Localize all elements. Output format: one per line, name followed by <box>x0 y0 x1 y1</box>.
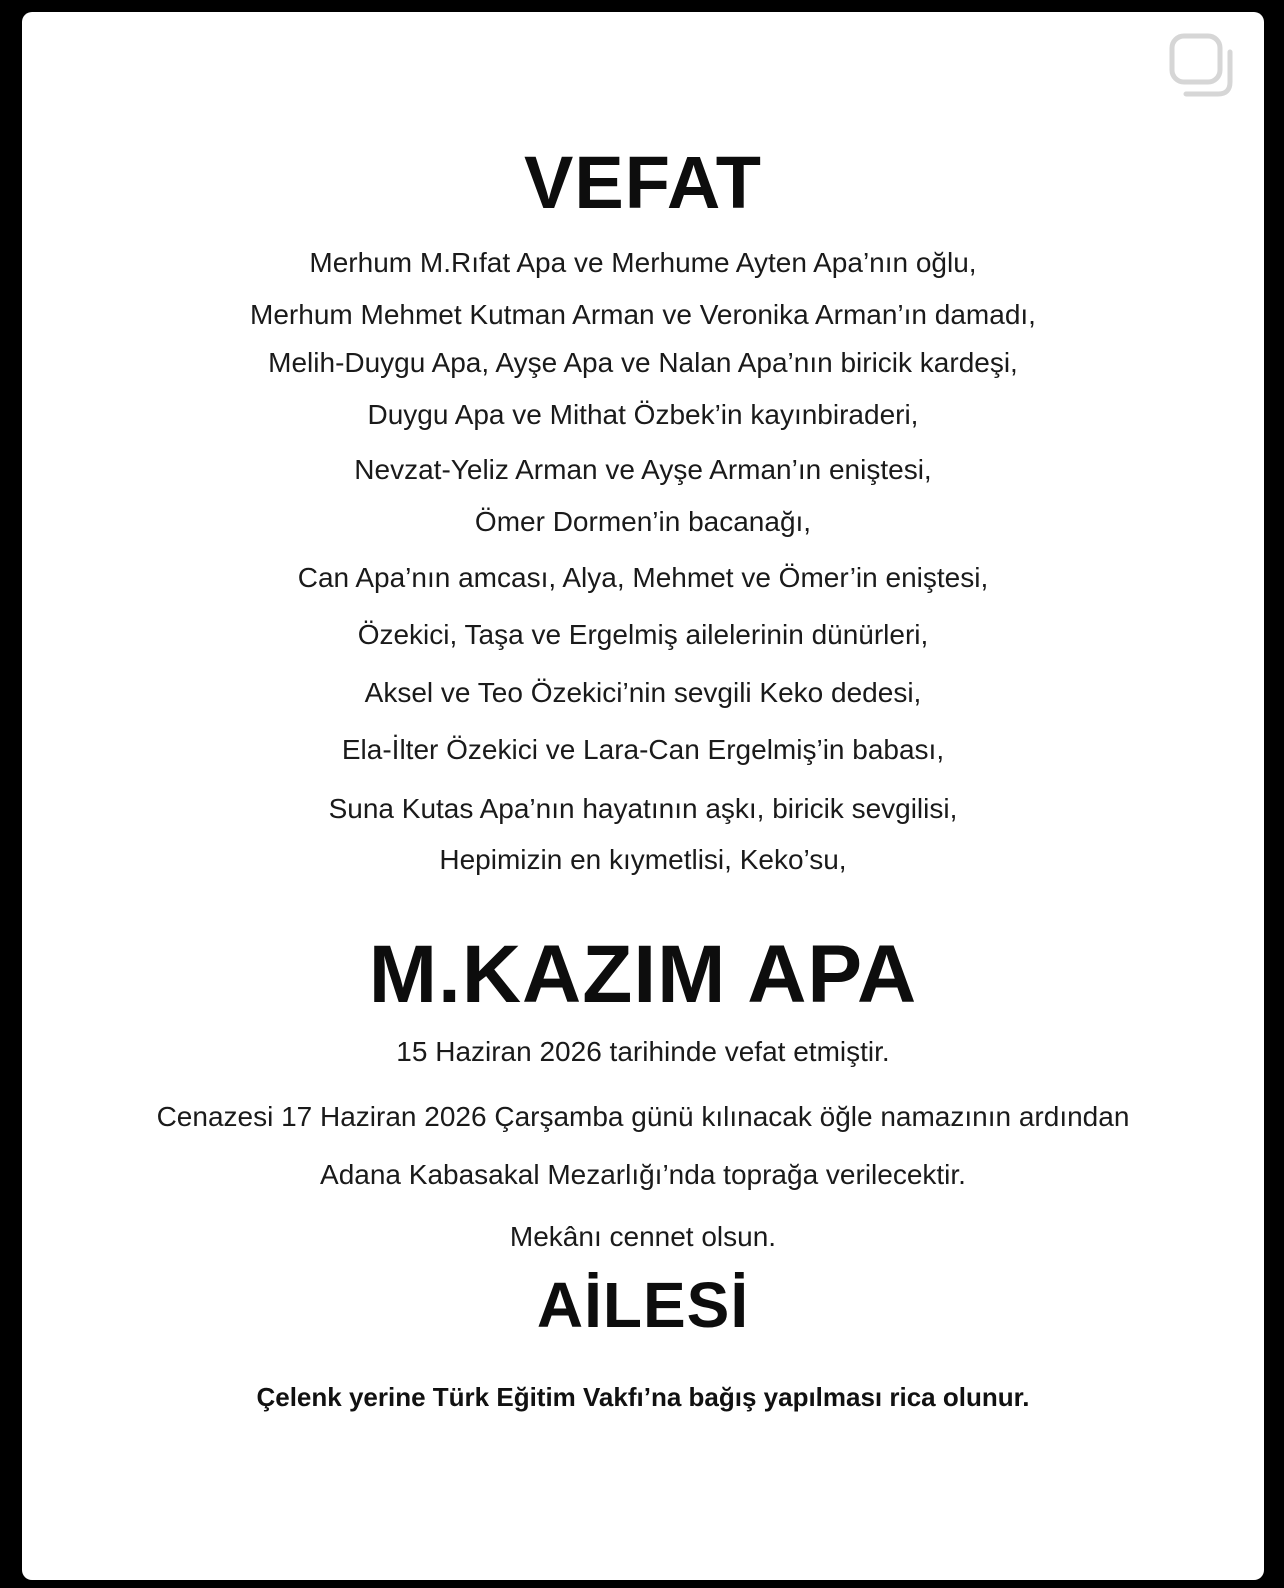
family-signature: AİLESİ <box>536 1269 750 1341</box>
wreath-note: Çelenk yerine Türk Eğitim Vakfı’na bağış yapılması rica olunur. <box>256 1382 1030 1412</box>
burial-line: Adana Kabasakal Mezarlığı’nda toprağa verilecektir. <box>320 1159 966 1190</box>
relation-line: Suna Kutas Apa’nın hayatının aşkı, biricik sevgilisi, <box>328 793 958 824</box>
funeral-line: Cenazesi 17 Haziran 2026 Çarşamba günü kılınacak öğle namazının ardından <box>156 1101 1130 1132</box>
relation-line: Merhum M.Rıfat Apa ve Merhume Ayten Apa’nın oğlu, <box>309 247 977 278</box>
relation-line: Ela-İlter Özekici ve Lara-Can Ergelmiş’in babası, <box>341 734 945 765</box>
relation-line: Merhum Mehmet Kutman Arman ve Veronika Arman’ın damadı, <box>250 299 1036 330</box>
obituary-notice <box>22 12 1264 1580</box>
notice-title: VEFAT <box>524 141 762 224</box>
multiple-images-icon[interactable] <box>1166 32 1236 98</box>
prayer-line: Mekânı cennet olsun. <box>509 1221 777 1252</box>
death-date-line: 15 Haziran 2026 tarihinde vefat etmiştir. <box>396 1036 890 1067</box>
relation-line: Aksel ve Teo Özekici’nin sevgili Keko dedesi, <box>364 677 922 708</box>
relation-line: Duygu Apa ve Mithat Özbek’in kayınbiraderi, <box>367 399 919 430</box>
relation-line: Özekici, Taşa ve Ergelmiş ailelerinin dünürleri, <box>357 619 929 650</box>
relation-line: Can Apa’nın amcası, Alya, Mehmet ve Ömer’in eniştesi, <box>297 562 989 593</box>
relation-line: Melih-Duygu Apa, Ayşe Apa ve Nalan Apa’nın biricik kardeşi, <box>268 347 1018 378</box>
relation-line: Ömer Dormen’in bacanağı, <box>474 506 812 537</box>
relation-line: Nevzat-Yeliz Arman ve Ayşe Arman’ın eniştesi, <box>354 454 932 485</box>
deceased-name: M.KAZIM APA <box>368 929 918 1020</box>
relation-line: Hepimizin en kıymetlisi, Keko’su, <box>439 844 847 875</box>
